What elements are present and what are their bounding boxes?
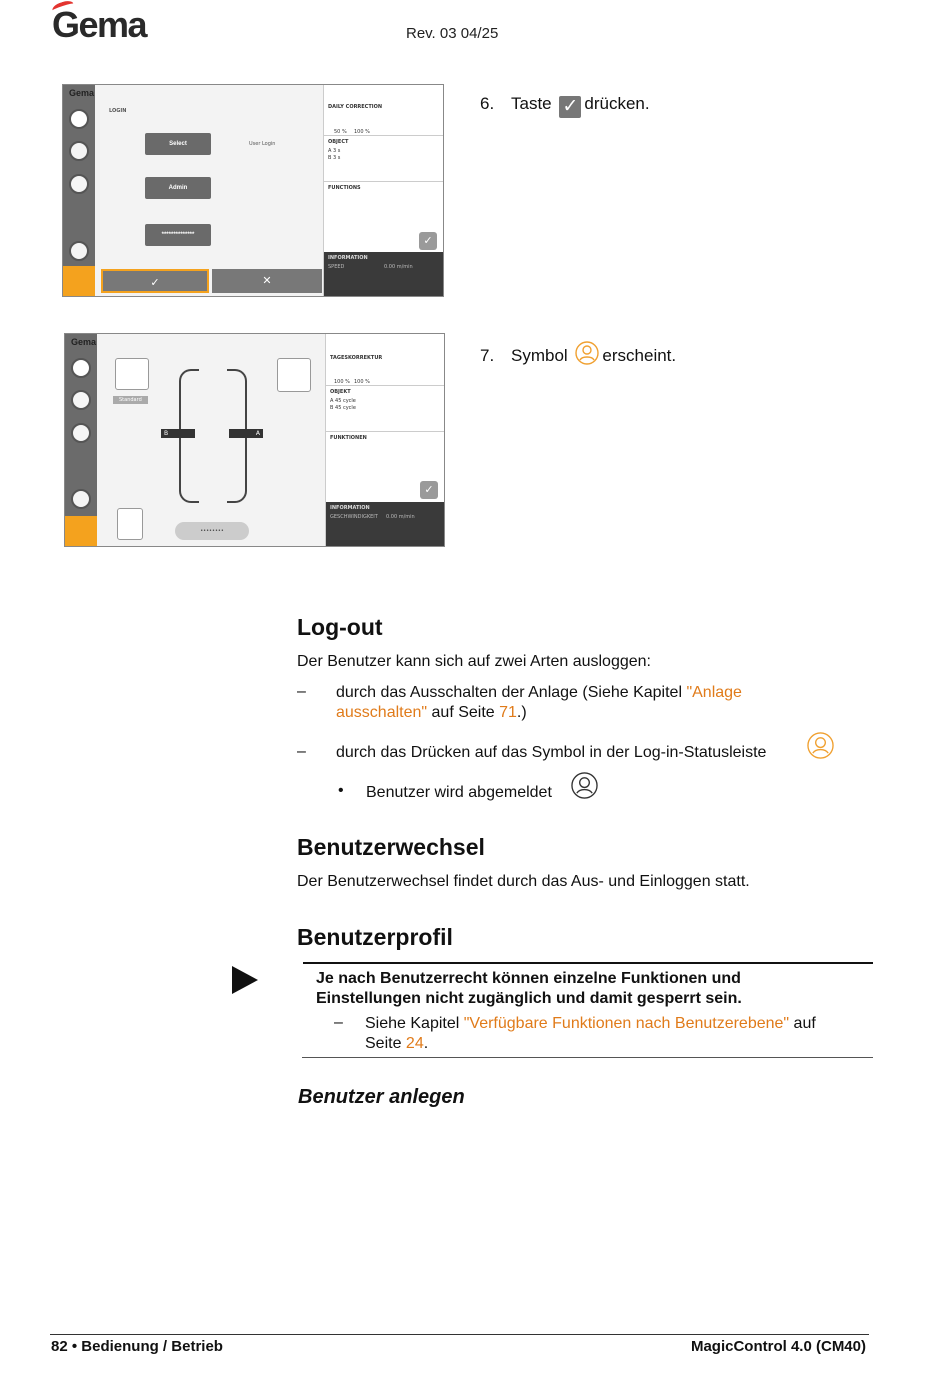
user-logged-in-icon: [807, 732, 834, 759]
user-logged-out-icon: [571, 772, 598, 799]
ref-post: .: [423, 1035, 429, 1052]
menu-icon: [69, 241, 89, 261]
user-change-text: Der Benutzerwechsel findet durch das Aus- und Einloggen statt.: [297, 873, 750, 890]
check-icon: ✓: [559, 96, 581, 118]
step-text-before: Symbol: [511, 346, 568, 365]
funktionen-label: FUNKTIONEN: [330, 435, 367, 441]
select-button: Select: [145, 133, 211, 155]
cycle-icon: [71, 358, 91, 378]
footer-rule: [50, 1334, 869, 1335]
main-screenshot: [64, 333, 445, 547]
user-login-label: User Login: [249, 141, 276, 147]
hand-icon: [71, 390, 91, 410]
gun-b: B: [161, 429, 195, 438]
pct2: 100 %: [354, 129, 370, 135]
step-number: 6.: [480, 94, 495, 113]
dots-button: ••••••••: [175, 522, 249, 540]
dash-3: –: [334, 1014, 343, 1031]
booth-icon: [115, 358, 149, 390]
speed-label: SPEED: [328, 264, 345, 270]
page-24-link[interactable]: 24: [405, 1035, 424, 1052]
sidebar: [63, 85, 95, 296]
right-panel: [325, 334, 444, 546]
step-number: 7.: [480, 346, 495, 365]
footer-right: MagicControl 4.0 (CM40): [690, 1338, 866, 1355]
bullet-1: •: [338, 782, 344, 799]
logout-item-1: [336, 683, 806, 723]
panel-check-button: ✓: [420, 481, 438, 499]
functions-chapter-link[interactable]: "Verfügbare Funktionen nach Benutzerebene": [463, 1015, 790, 1032]
note-line-1: Je nach Benutzerrecht können einzelne Funktionen und: [316, 970, 741, 987]
standard-label: Standard: [113, 396, 148, 404]
step-text-after: drücken.: [584, 94, 650, 113]
ref-mid: auf: [789, 1015, 816, 1032]
gun-icon: [69, 174, 89, 194]
information-label: INFORMATION: [330, 505, 370, 511]
object-a: A 3 s: [328, 148, 341, 154]
step-text-before: Taste: [511, 94, 552, 113]
step-7: [480, 341, 676, 366]
gun-a: A: [229, 429, 263, 438]
login-title: LOGIN: [109, 108, 127, 114]
dash-1: –: [297, 683, 306, 700]
user-change-heading: Benutzerwechsel: [297, 834, 485, 860]
logout-heading: Log-out: [297, 614, 383, 640]
item2-text: durch das Drücken auf das Symbol in der Log-in-Statusleiste: [336, 744, 767, 761]
logout-intro: Der Benutzer kann sich auf zwei Arten ausloggen:: [297, 653, 651, 670]
mini-logo: Gema: [71, 337, 97, 347]
cycle-icon: [69, 109, 89, 129]
password-field: **************: [145, 224, 211, 246]
speed-label: GESCHWINDIGKEIT: [330, 514, 378, 520]
speed-value: 0.00 m/min: [384, 264, 413, 270]
cabinet-icon: [277, 358, 311, 392]
pct1: 50 %: [334, 129, 347, 135]
functions-label: FUNCTIONS: [328, 185, 361, 191]
gema-logo: Gema: [52, 4, 147, 45]
pct1: 100 %: [334, 379, 350, 385]
step-6: [480, 94, 650, 118]
admin-button: Admin: [145, 177, 211, 199]
right-panel: [323, 85, 443, 296]
daily-correction-label: DAILY CORRECTION: [328, 104, 383, 110]
information-label: INFORMATION: [328, 255, 368, 261]
cancel-bar-button: ✕: [212, 269, 322, 293]
logout-bullet-1: Benutzer wird abgemeldet: [366, 784, 552, 801]
power-button: [63, 266, 95, 296]
note-reference: [365, 1014, 865, 1054]
info-area: [324, 252, 443, 296]
create-user-heading: Benutzer anlegen: [298, 1086, 465, 1108]
mini-logo: Gema: [69, 88, 95, 98]
panel-check-button: ✓: [419, 232, 437, 250]
item1-mid: auf Seite: [427, 704, 500, 721]
dash-2: –: [297, 743, 306, 760]
note-text: [316, 969, 856, 1009]
page-71-link[interactable]: 71: [499, 704, 517, 721]
footer-left: 82 • Bedienung / Betrieb: [51, 1338, 223, 1355]
menu-icon: [71, 489, 91, 509]
speed-value: 0.00 m/min: [386, 514, 415, 520]
object-label: OBJECT: [328, 139, 349, 145]
hand-icon: [69, 141, 89, 161]
gun-icon: [71, 423, 91, 443]
item1-post: .): [516, 704, 527, 721]
robot-icon: [117, 508, 143, 540]
object-b: B 3 s: [328, 155, 341, 161]
step-text-after: erscheint.: [602, 346, 677, 365]
power-button: [65, 516, 97, 546]
sidebar: [65, 334, 97, 546]
ref-line2: Seite: [365, 1035, 406, 1052]
anlage-ausschalten-link-2[interactable]: ausschalten": [336, 704, 428, 721]
ref-pre: Siehe Kapitel: [365, 1015, 464, 1032]
pct2: 100 %: [354, 379, 370, 385]
user-logged-in-icon: [575, 341, 599, 365]
ok-bar-button: ✓: [101, 269, 209, 293]
info-area: [326, 502, 444, 546]
revision-label: Rev. 03 04/25: [406, 25, 499, 42]
profile-heading: Benutzerprofil: [297, 924, 453, 950]
logout-item-2: [336, 743, 766, 763]
object-b: B 45 cycle: [330, 405, 356, 411]
tageskorrektur-label: TAGESKORREKTUR: [330, 355, 383, 361]
note-arrow-icon: [232, 966, 258, 994]
object-label: OBJEKT: [330, 389, 351, 395]
login-screenshot: [62, 84, 444, 297]
object-a: A 45 cycle: [330, 398, 356, 404]
note-top-rule: [303, 962, 873, 964]
note-bottom-rule: [302, 1057, 873, 1058]
note-line-2: Einstellungen nicht zugänglich und damit gesperrt sein.: [316, 990, 742, 1007]
item1-text: durch das Ausschalten der Anlage (Siehe Kapitel: [336, 684, 687, 701]
anlage-ausschalten-link[interactable]: "Anlage: [686, 684, 742, 701]
